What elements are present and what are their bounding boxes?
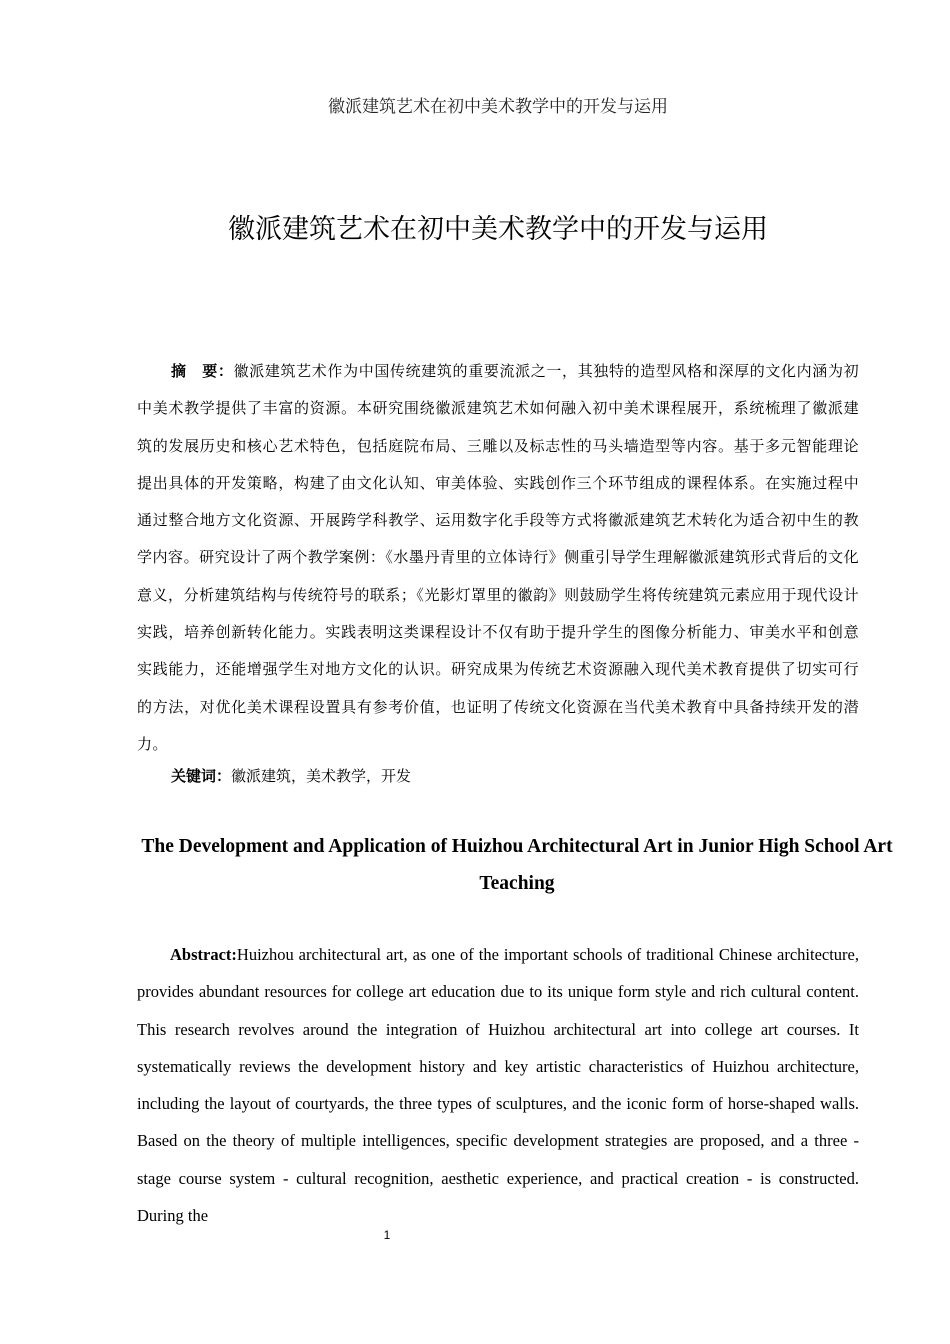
chinese-abstract-text: 徽派建筑艺术作为中国传统建筑的重要流派之一，其独特的造型风格和深厚的文化内涵为初中美术教学提供了丰富的资源。本研究围绕徽派建筑艺术如何融入初中美术课程展开，系统梳理了徽派建筑的发展历史和核心艺术特色，包括庭院布局、三雕以及标志性的马头墙造型等内容。基于多元智能理论提出具体的开发策略，构建了由文化认知、审美体验、实践创作三个环节组成的课程体系。在实施过程中通过整合地方文化资源、开展跨学科教学、运用数字化手段等方式将徽派建筑艺术转化为适合初中生的教学内容。研究设计了两个教学案例：《水墨丹青里的立体诗行》侧重引导学生理解徽派建筑形式背后的文化意义，分析建筑结构与传统符号的联系；《光影灯罩里的徽韵》则鼓励学生将传统建筑元素应用于现代设计实践，培养创新转化能力。实践表明这类课程设计不仅有助于提升学生的图像分析能力、审美水平和创意实践能力，还能增强学生对地方文化的认识。研究成果为传统艺术资源融入现代美术教育提供了切实可行的方法，对优化美术课程设置具有参考价值，也证明了传统文化资源在当代美术教育中具备持续开发的潜力。 xyxy=(137,362,859,753)
chinese-abstract-label: 摘 要： xyxy=(171,362,234,380)
chinese-keywords xyxy=(171,758,861,795)
page-title: 徽派建筑艺术在初中美术教学中的开发与运用 xyxy=(228,214,768,245)
english-abstract-text: Huizhou architectural art, as one of the important schools of traditional Chinese architecture, provides abundant resources for college art education due to its unique form style and rich cultural content. This research revolves around the integration of Huizhou architectural art into college art courses. It systematically reviews the development history and key artistic characteristics of Huizhou architecture, including the layout of courtyards, the three types of sculptures, and the iconic form of horse-shaped walls. Based on the theory of multiple intelligences, specific development strategies are proposed, and a three - stage course system - cultural recognition, aesthetic experience, and practical creation - is constructed. During the xyxy=(137,945,859,1226)
chinese-keywords-text: 徽派建筑，美术教学，开发 xyxy=(231,767,412,785)
chinese-abstract xyxy=(137,353,859,763)
page-number: 1 xyxy=(383,1228,391,1242)
chinese-keywords-label: 关键词： xyxy=(171,767,232,785)
english-abstract-label: Abstract: xyxy=(170,945,237,964)
running-header: 徽派建筑艺术在初中美术教学中的开发与运用 xyxy=(328,97,668,117)
english-title: The Development and Application of Huizhou Architectural Art in Junior High School Art Teaching xyxy=(141,836,893,894)
english-abstract xyxy=(137,936,859,1234)
